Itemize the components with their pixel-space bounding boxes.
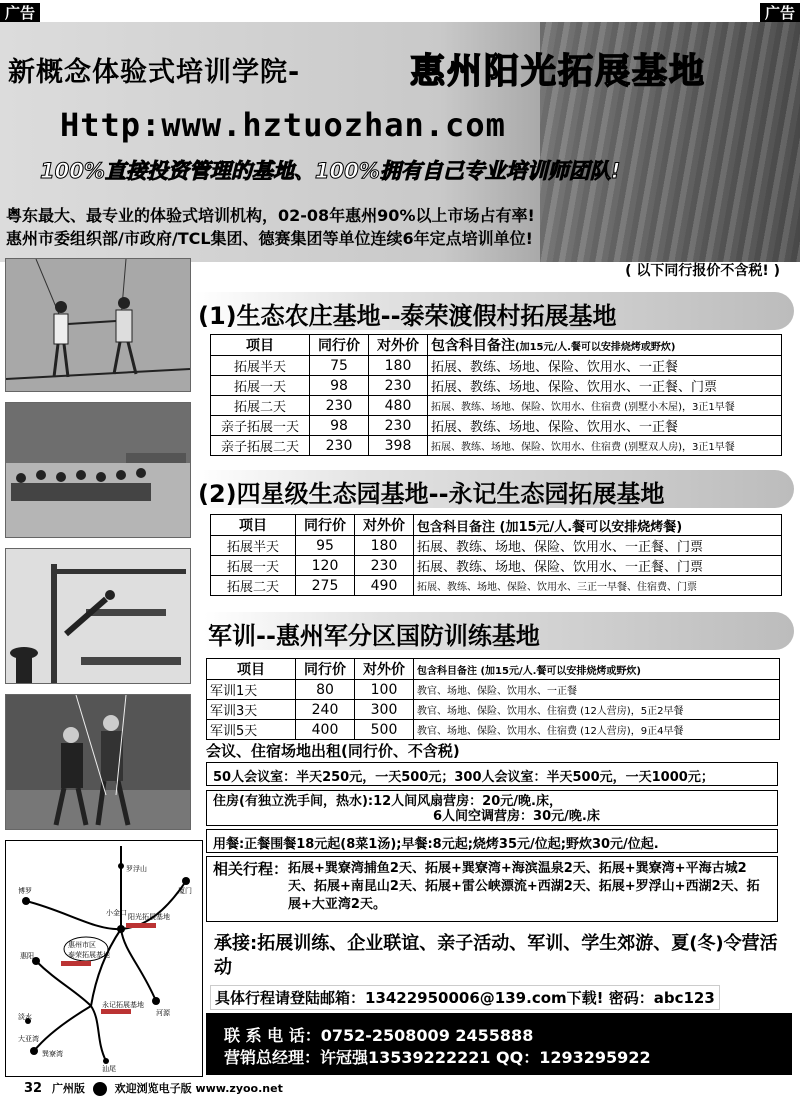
map-label: 淡水 (18, 1013, 32, 1021)
meeting-room-text: 50人会议室：半天250元，一天500元；300人会议室：半天500元，一天1000元； (213, 770, 714, 785)
col-header-public: 对外价 (355, 659, 414, 680)
logo-icon (93, 1082, 107, 1096)
map-label: 永记拓展基地 (102, 1001, 144, 1009)
row-note: 拓展、教练、场地、保险、饮用水、住宿费 (别墅双人房)，3正1早餐 (428, 436, 782, 456)
row-public-price: 500 (355, 720, 414, 740)
section2-price-table (210, 514, 782, 596)
row-item: 拓展一天 (211, 556, 296, 576)
section1-banner (194, 292, 794, 330)
col-header-note-label: 包含科目备注 (431, 338, 515, 354)
col-header-peer: 同行价 (310, 335, 369, 356)
photo-water-raft (5, 402, 191, 538)
section1-title: (1)生态农庄基地--泰荣渡假村拓展基地 (198, 302, 617, 330)
col-header-note (428, 335, 782, 356)
photo-high-ropes (5, 258, 191, 392)
meals-text: 用餐:正餐围餐18元起(8菜1汤);早餐:8元起;烧烤35元/位起;野炊30元/位起. (213, 837, 659, 852)
row-note: 教官、场地、保险、饮用水、一正餐 (414, 680, 780, 700)
intro-line-1: 粤东最大、最专业的体验式培训机构，02-08年惠州90%以上市场占有率! (6, 206, 535, 225)
lodging-line-2: 6人间空调营房：30元/晚.床 (433, 809, 600, 824)
map-label: 阳光拓展基地 (128, 913, 170, 921)
table-row (207, 700, 780, 720)
row-note: 拓展、教练、场地、保险、饮用水、一正餐、门票 (414, 556, 782, 576)
map-label: 罗浮山 (126, 865, 147, 873)
table-row (211, 416, 782, 436)
location-map (5, 840, 203, 1077)
lodging-line-1: 住房(有独立洗手间，热水):12人间风扇营房：20元/晚.床， (213, 794, 562, 809)
row-public-price: 230 (369, 416, 428, 436)
table-row (211, 556, 782, 576)
row-item: 拓展一天 (211, 376, 310, 396)
row-item: 拓展半天 (211, 356, 310, 376)
row-peer-price: 275 (296, 576, 355, 596)
manager-line (224, 1045, 651, 1068)
row-peer-price: 98 (310, 376, 369, 396)
row-peer-price: 240 (296, 700, 355, 720)
map-label: 汕尾 (102, 1065, 116, 1073)
email-line[interactable]: 具体行程请登陆邮箱：13422950006@139.com下载! 密码：abc123 (210, 985, 720, 1010)
map-label: 大亚湾 (18, 1035, 39, 1043)
row-public-price: 180 (355, 536, 414, 556)
col-header-public: 对外价 (369, 335, 428, 356)
col-header-note: 包含科目备注 (加15元/人.餐可以安排烧烤或野炊) (414, 659, 780, 680)
row-peer-price: 230 (310, 396, 369, 416)
table-row (207, 680, 780, 700)
map-label: 博罗 (18, 887, 32, 895)
row-item: 拓展二天 (211, 576, 296, 596)
section2-banner (194, 470, 794, 508)
slogan: 100%直接投资管理的基地、100%拥有自己专业培训师团队! (40, 159, 621, 183)
map-label: 小金口 (106, 909, 127, 917)
section3-price-table (206, 658, 780, 740)
photo-rope-team (5, 694, 191, 830)
row-peer-price: 75 (310, 356, 369, 376)
lodging-box (206, 790, 778, 826)
website-url[interactable]: Http:www.hztuozhan.com (60, 106, 506, 144)
row-public-price: 180 (369, 356, 428, 376)
col-header-note: 包含科目备注 (加15元/人.餐可以安排烧烤餐) (414, 515, 782, 536)
section1-price-table (210, 334, 782, 456)
phone-value[interactable]: 0752-2508009 2455888 (320, 1026, 534, 1045)
manager-label: 营销总经理： (224, 1048, 321, 1067)
row-public-price: 480 (369, 396, 428, 416)
table-row (207, 720, 780, 740)
table-row (211, 356, 782, 376)
row-item: 亲子拓展二天 (211, 436, 310, 456)
row-public-price: 398 (369, 436, 428, 456)
row-public-price: 230 (355, 556, 414, 576)
price-note: ( 以下同行报价不含税! ) (625, 263, 780, 279)
contact-bar (206, 1013, 792, 1075)
col-header-item: 项目 (211, 335, 310, 356)
col-header-peer: 同行价 (296, 515, 355, 536)
map-label: 惠阳 (20, 952, 34, 960)
footer-text: 欢迎浏览电子版 www.zyoo.net (114, 1082, 283, 1095)
routes-text: 拓展+巽寮湾捕鱼2天、拓展+巽寮湾+海滨温泉2天、拓展+巽寮湾+平海古城2天、拓展+南昆山2天、拓展+雷公峡漂流+西湖2天、拓展+罗浮山+西湖2天、拓展+大亚湾2天。 (288, 861, 760, 912)
row-peer-price: 120 (296, 556, 355, 576)
row-public-price: 100 (355, 680, 414, 700)
table-header-row (211, 515, 782, 536)
row-item: 亲子拓展一天 (211, 416, 310, 436)
row-peer-price: 80 (296, 680, 355, 700)
row-item: 军训5天 (207, 720, 296, 740)
photo-climbing-frame (5, 548, 191, 684)
row-note: 拓展、教练、场地、保险、饮用水、一正餐 (428, 416, 782, 436)
row-peer-price: 98 (310, 416, 369, 436)
ad-label-left: 广告 (0, 3, 40, 23)
table-header-row (207, 659, 780, 680)
section3-title: 军训--惠州军分区国防训练基地 (208, 622, 540, 650)
row-item: 军训1天 (207, 680, 296, 700)
row-note: 拓展、教练、场地、保险、饮用水、一正餐、门票 (414, 536, 782, 556)
row-item: 拓展二天 (211, 396, 310, 416)
row-note: 拓展、教练、场地、保险、饮用水、一正餐、门票 (428, 376, 782, 396)
row-peer-price: 95 (296, 536, 355, 556)
routes-label: 相关行程： (213, 860, 289, 878)
row-peer-price: 230 (310, 436, 369, 456)
row-public-price: 230 (369, 376, 428, 396)
row-note: 教官、场地、保险、饮用水、住宿费 (12人营房)，9正4早餐 (414, 720, 780, 740)
map-label: 巽寮湾 (42, 1050, 63, 1058)
row-note: 拓展、教练、场地、保险、饮用水、三正一早餐、住宿费、门票 (414, 576, 782, 596)
row-item: 军训3天 (207, 700, 296, 720)
row-note: 拓展、教练、场地、保险、饮用水、住宿费 (别墅小木屋)，3正1早餐 (428, 396, 782, 416)
page-footer (24, 1080, 283, 1096)
map-label: 惠州市区 (68, 941, 96, 949)
table-row (211, 396, 782, 416)
col-header-public: 对外价 (355, 515, 414, 536)
rental-title: 会议、住宿场地出租(同行价、不含税) (206, 742, 460, 760)
col-header-item: 项目 (211, 515, 296, 536)
phone-line (224, 1023, 533, 1046)
intro-line-2: 惠州市委组织部/市政府/TCL集团、德赛集团等单位连续6年定点培训单位! (6, 229, 533, 248)
services-text: 承接:拓展训练、企业联谊、亲子活动、军训、学生郊游、夏(冬)令营活动 (214, 933, 778, 978)
meeting-room-box (206, 762, 778, 786)
meals-box (206, 829, 778, 853)
map-label: 河源 (156, 1009, 170, 1017)
institute-title: 新概念体验式培训学院- (8, 57, 301, 88)
table-header-row (211, 335, 782, 356)
table-row (211, 576, 782, 596)
row-note: 教官、场地、保险、饮用水、住宿费 (12人营房)，5正2早餐 (414, 700, 780, 720)
row-public-price: 490 (355, 576, 414, 596)
map-label: 泰荣拓展基地 (68, 951, 110, 959)
row-peer-price: 400 (296, 720, 355, 740)
map-label: 厦门 (178, 887, 192, 895)
table-row (211, 536, 782, 556)
base-title: 惠州阳光拓展基地 (410, 52, 707, 92)
edition-label: 广州版 (51, 1082, 85, 1095)
section3-banner (204, 612, 794, 650)
phone-label: 联 系 电 话： (224, 1026, 321, 1045)
table-row (211, 376, 782, 396)
row-item: 拓展半天 (211, 536, 296, 556)
section2-title: (2)四星级生态园基地--永记生态园拓展基地 (198, 480, 665, 508)
col-header-item: 项目 (207, 659, 296, 680)
ad-label-right: 广告 (760, 3, 800, 23)
row-public-price: 300 (355, 700, 414, 720)
manager-value[interactable]: 许冠强13539222221 QQ：1293295922 (320, 1048, 651, 1067)
table-row (211, 436, 782, 456)
routes-box (206, 856, 778, 922)
col-header-peer: 同行价 (296, 659, 355, 680)
page-number: 32 (24, 1081, 43, 1096)
col-header-note-extra: (加15元/人.餐可以安排烧烤或野炊) (515, 342, 676, 353)
row-note: 拓展、教练、场地、保险、饮用水、一正餐 (428, 356, 782, 376)
